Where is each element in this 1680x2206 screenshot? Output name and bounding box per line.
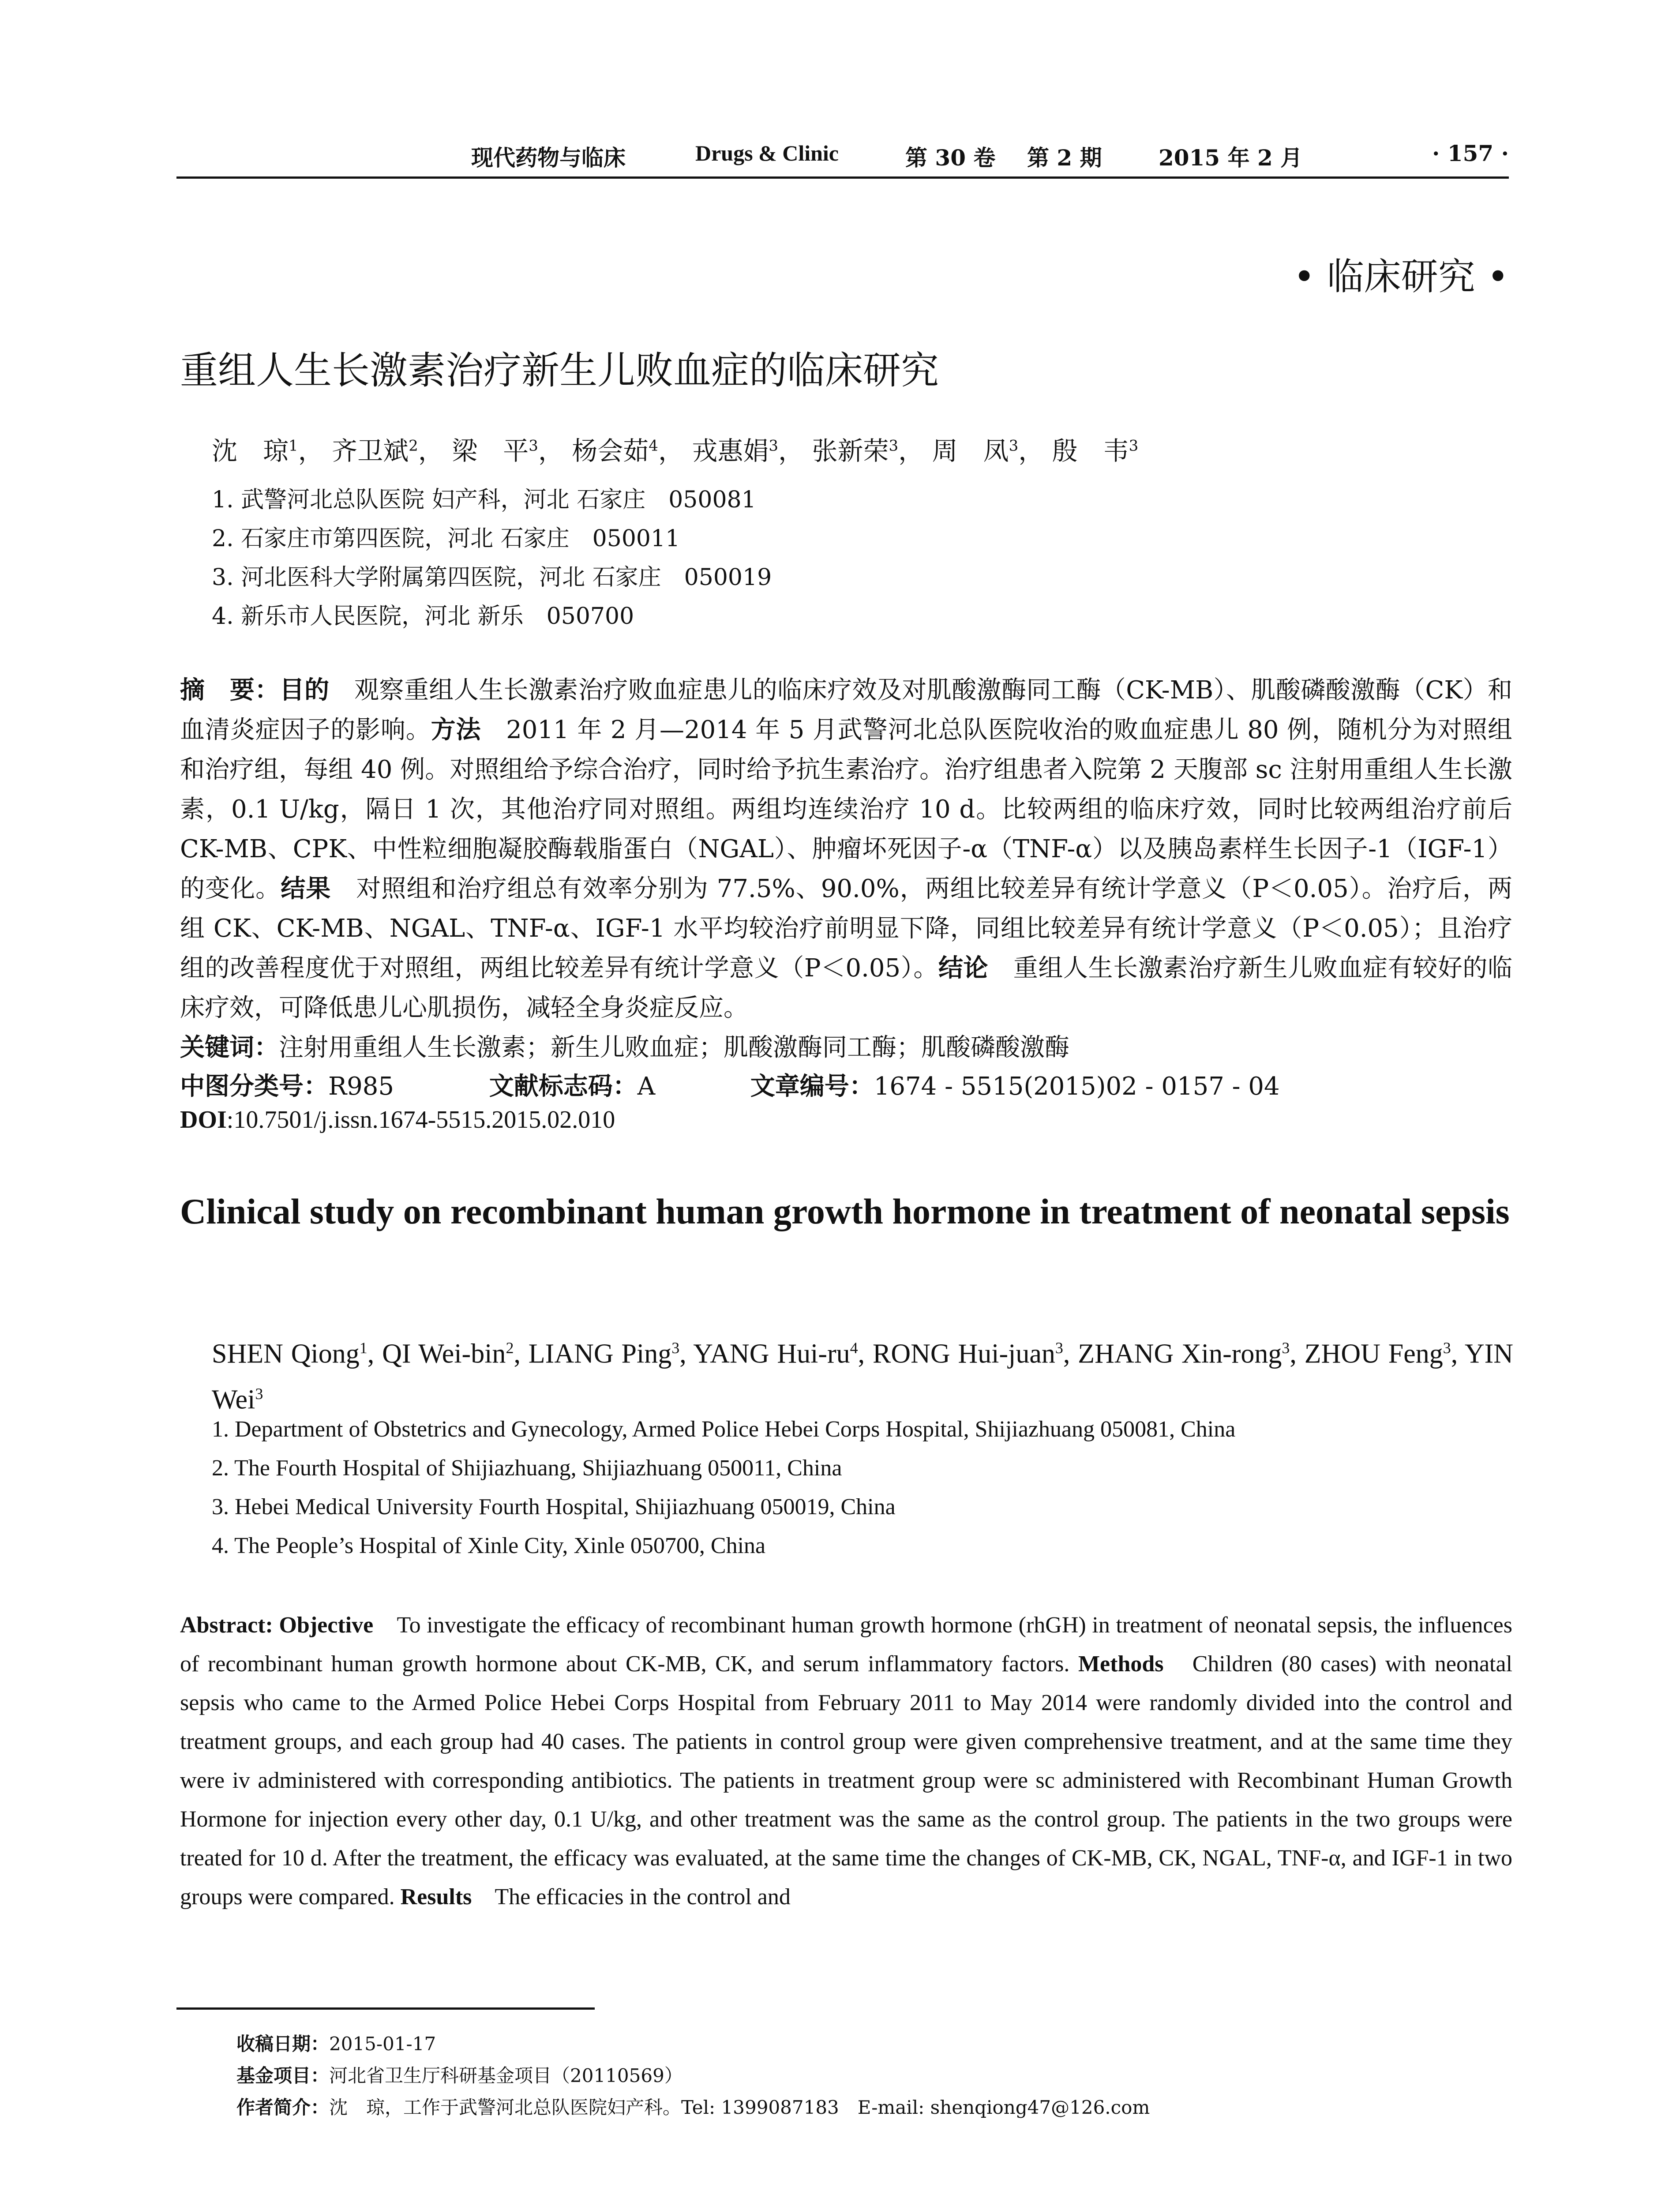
author-sup: 3 bbox=[769, 437, 779, 455]
keywords-label: 关键词： bbox=[180, 1033, 279, 1062]
affiliation-en-3: 3. Hebei Medical University Fourth Hospital, Shijiazhuang 050019, China bbox=[212, 1494, 896, 1519]
results-label-cn: 结果 bbox=[281, 874, 331, 903]
section-label: • 临床研究 • bbox=[1293, 255, 1509, 298]
doi-value: :10.7501/j.issn.1674-5515.2015.02.010 bbox=[226, 1106, 615, 1133]
received-label: 收稿日期： bbox=[236, 2033, 330, 2055]
author-bio-label: 作者简介： bbox=[236, 2097, 330, 2118]
footnote-received bbox=[236, 2030, 436, 2056]
footnote-fund bbox=[236, 2061, 683, 2088]
author-sup: 3 bbox=[255, 1384, 263, 1403]
issue: 第 2 期 bbox=[1027, 145, 1102, 171]
author-sup: 1 bbox=[359, 1339, 368, 1357]
author-sup: 3 bbox=[889, 437, 899, 455]
author-cn: 戎惠娟 bbox=[692, 436, 769, 466]
classification-line bbox=[180, 1067, 1280, 1102]
title-en: Clinical study on recombinant human growth hormone in treatment of neonatal sepsis bbox=[180, 1191, 1510, 1231]
doc-code-value: A bbox=[637, 1072, 656, 1101]
affiliation-en-2: 2. The Fourth Hospital of Shijiazhuang, Shijiazhuang 050011, China bbox=[212, 1456, 842, 1481]
issue-date: 2015 年 2 月 bbox=[1159, 145, 1303, 171]
author-en: LIANG Ping bbox=[528, 1339, 672, 1369]
affiliation-en-1: 1. Department of Obstetrics and Gynecology, Armed Police Hebei Corps Hospital, Shijiazhuang 050081, China bbox=[212, 1417, 1236, 1442]
footnote-author-bio bbox=[236, 2093, 1150, 2120]
author-sup: 3 bbox=[1282, 1339, 1290, 1357]
article-number-label: 文章编号： bbox=[750, 1072, 874, 1101]
author-bio-text: 沈 琼，工作于武警河北总队医院妇产科。Tel: 1399087183 E-mail: shenqiong47@126.com bbox=[329, 2097, 1150, 2118]
objective-text-en: To investigate the efficacy of recombinant human growth hormone (rhGH) in treatment of neonatal sepsis, the influences of recombinant human growth hormone about CK-MB, CK, and serum inflammatory factors. bbox=[180, 1613, 1512, 1677]
authors-cn: 沈 琼$^1$， 齐卫斌$^2$， 梁 平$^3$， 杨会茹$^4$， 戎惠娟$^3$， 张新荣$^3$， 周 凤$^3$， 殷 韦$^3$ bbox=[212, 436, 1139, 466]
clc-label: 中图分类号： bbox=[180, 1072, 328, 1101]
journal-name-cn: 现代药物与临床 bbox=[471, 145, 626, 171]
doc-code-label: 文献标志码： bbox=[489, 1072, 638, 1101]
author-cn: 杨会茹 bbox=[572, 436, 649, 466]
author-sup: 1 bbox=[289, 437, 298, 455]
affiliation-en-4: 4. The People’s Hospital of Xinle City, Xinle 050700, China bbox=[212, 1533, 766, 1558]
article-number-value: 1674 - 5515(2015)02 - 0157 - 04 bbox=[874, 1072, 1280, 1101]
author-en: ZHANG Xin-rong bbox=[1078, 1339, 1282, 1369]
footnote-rule bbox=[176, 2007, 595, 2010]
author-sup: 3 bbox=[1443, 1339, 1451, 1357]
author-sup: 2 bbox=[409, 437, 418, 455]
author-cn: 殷 韦 bbox=[1052, 436, 1129, 466]
header-rule bbox=[176, 176, 1509, 179]
results-text-en: The efficacies in the control and bbox=[495, 1884, 791, 1910]
authors-en: SHEN Qiong$^1$, QI Wei-bin$^2$, LIANG Ping$^3$, YANG Hui-$ru^4$, RONG Hui-juan$^3$, ZHANG Xin-rong$^3$, ZHOU Feng$^3$, YIN Wei$^3$ bbox=[212, 1339, 1514, 1415]
author-sup: 3 bbox=[1009, 437, 1019, 455]
doi-line bbox=[180, 1106, 615, 1134]
author-sup: 2 bbox=[506, 1339, 514, 1357]
results-label-en: Results bbox=[400, 1884, 472, 1910]
abstract-en-label: Abstract: Objective bbox=[180, 1613, 374, 1638]
affiliation-cn-1: 1. 武警河北总队医院 妇产科，河北 石家庄 050081 bbox=[212, 487, 756, 513]
author-en: YIN Wei bbox=[212, 1339, 1514, 1415]
doi-label: DOI bbox=[180, 1106, 227, 1133]
author-en: SHEN Qiong bbox=[212, 1339, 360, 1369]
author-sup: 3 bbox=[671, 1339, 680, 1357]
author-sup: 3 bbox=[529, 437, 538, 455]
conclusion-label-cn: 结论 bbox=[938, 954, 989, 983]
methods-label-en: Methods bbox=[1078, 1651, 1164, 1677]
clc-value: R985 bbox=[328, 1072, 394, 1101]
affiliation-cn-4: 4. 新乐市人民医院，河北 新乐 050700 bbox=[212, 603, 634, 630]
affiliation-cn-3: 3. 河北医科大学附属第四医院，河北 石家庄 050019 bbox=[212, 564, 772, 591]
author-cn: 齐卫斌 bbox=[332, 436, 409, 466]
author-cn: 沈 琼 bbox=[212, 436, 289, 466]
title-cn: 重组人生长激素治疗新生儿败血症的临床研究 bbox=[180, 349, 939, 393]
results-text-cn: 对照组和治疗组总有效率分别为 77.5%、90.0%，两组比较差异有统计学意义（P＜0.05）。治疗后，两组 CK、CK-MB、NGAL、TNF-α、IGF-1 水平均较治疗前明显下降，同组比较差异有统计学意义（P＜0.05）；且治疗组的改善程度优于对照组，两组比较差异有统计学意义（P＜0.05）。 bbox=[180, 874, 1513, 983]
keywords-cn bbox=[180, 1028, 1069, 1063]
abstract-cn bbox=[180, 671, 1512, 1028]
author-cn: 周 凤 bbox=[932, 436, 1009, 466]
author-en: YANG Hui-ru bbox=[693, 1339, 850, 1369]
author-en: QI Wei-bin bbox=[382, 1339, 506, 1369]
page-number: · 157 · bbox=[1432, 140, 1509, 166]
keywords-text: 注射用重组人生长激素；新生儿败血症；肌酸激酶同工酶；肌酸磷酸激酶 bbox=[279, 1033, 1069, 1062]
conclusion-text-cn: 重组人生长激素治疗新生儿败血症有较好的临床疗效，可降低患儿心肌损伤，减轻全身炎症反应。 bbox=[180, 954, 1513, 1022]
running-header bbox=[176, 140, 1509, 176]
author-sup: 4 bbox=[850, 1339, 858, 1357]
objective-label-cn: 目的 bbox=[279, 676, 330, 705]
author-en: ZHOU Feng bbox=[1304, 1339, 1443, 1369]
methods-label-cn: 方法 bbox=[431, 716, 481, 744]
author-cn: 张新荣 bbox=[812, 436, 889, 466]
journal-name-en: Drugs & Clinic bbox=[695, 141, 839, 165]
author-sup: 3 bbox=[1055, 1339, 1063, 1357]
volume: 第 30 卷 bbox=[905, 145, 996, 171]
author-sup: 4 bbox=[649, 437, 658, 455]
fund-label: 基金项目： bbox=[236, 2065, 330, 2086]
author-sup: 3 bbox=[1129, 437, 1139, 455]
methods-text-en: Children (80 cases) with neonatal sepsis who came to the Armed Police Hebei Corps Hospital from February 2011 to May 2014 were randomly divided into the control and treatment groups, and each group had 40 cases. The patients in control group were given comprehensive treatment, and at the same time they were iv administered with corresponding antibiotics. The patients in treatment group were sc administered with Recombinant Human Growth Hormone for injection every other day, 0.1 U/kg, and other treatment was the same as the control group. The patients in the two groups were treated for 10 d. After the treatment, the efficacy was evaluated, at the same time the changes of CK-MB, CK, NGAL, TNF-α, and IGF-1 in two groups were compared. bbox=[180, 1651, 1513, 1910]
received-date: 2015-01-17 bbox=[329, 2033, 436, 2055]
fund-text: 河北省卫生厅科研基金项目（20110569） bbox=[329, 2065, 683, 2086]
methods-text-cn: 2011 年 2 月—2014 年 5 月武警河北总队医院收治的败血症患儿 80 例，随机分为对照组和治疗组，每组 40 例。对照组给予综合治疗，同时给予抗生素治疗。治疗组患者入院第 2 天腹部 sc 注射用重组人生长激素，0.1 U/kg，隔日 1 次，其他治疗同对照组。两组均连续治疗 10 d。比较两组的临床疗效，同时比较两组治疗前后 CK-MB、CPK、中性粒细胞凝胶酶载脂蛋白（NGAL）、肿瘤坏死因子-α（TNF-α）以及胰岛素样生长因子-1（IGF-1）的变化。 bbox=[180, 716, 1513, 903]
affiliation-cn-2: 2. 石家庄市第四医院，河北 石家庄 050011 bbox=[212, 525, 680, 552]
author-cn: 梁 平 bbox=[452, 436, 529, 466]
objective-text-cn: 观察重组人生长激素治疗败血症患儿的临床疗效及对肌酸激酶同工酶（CK-MB）、肌酸磷酸激酶（CK）和血清炎症因子的影响。 bbox=[180, 676, 1513, 744]
abstract-en bbox=[180, 1606, 1512, 1917]
abstract-cn-label: 摘 要： bbox=[180, 676, 280, 705]
author-en: RONG Hui-juan bbox=[872, 1339, 1055, 1369]
